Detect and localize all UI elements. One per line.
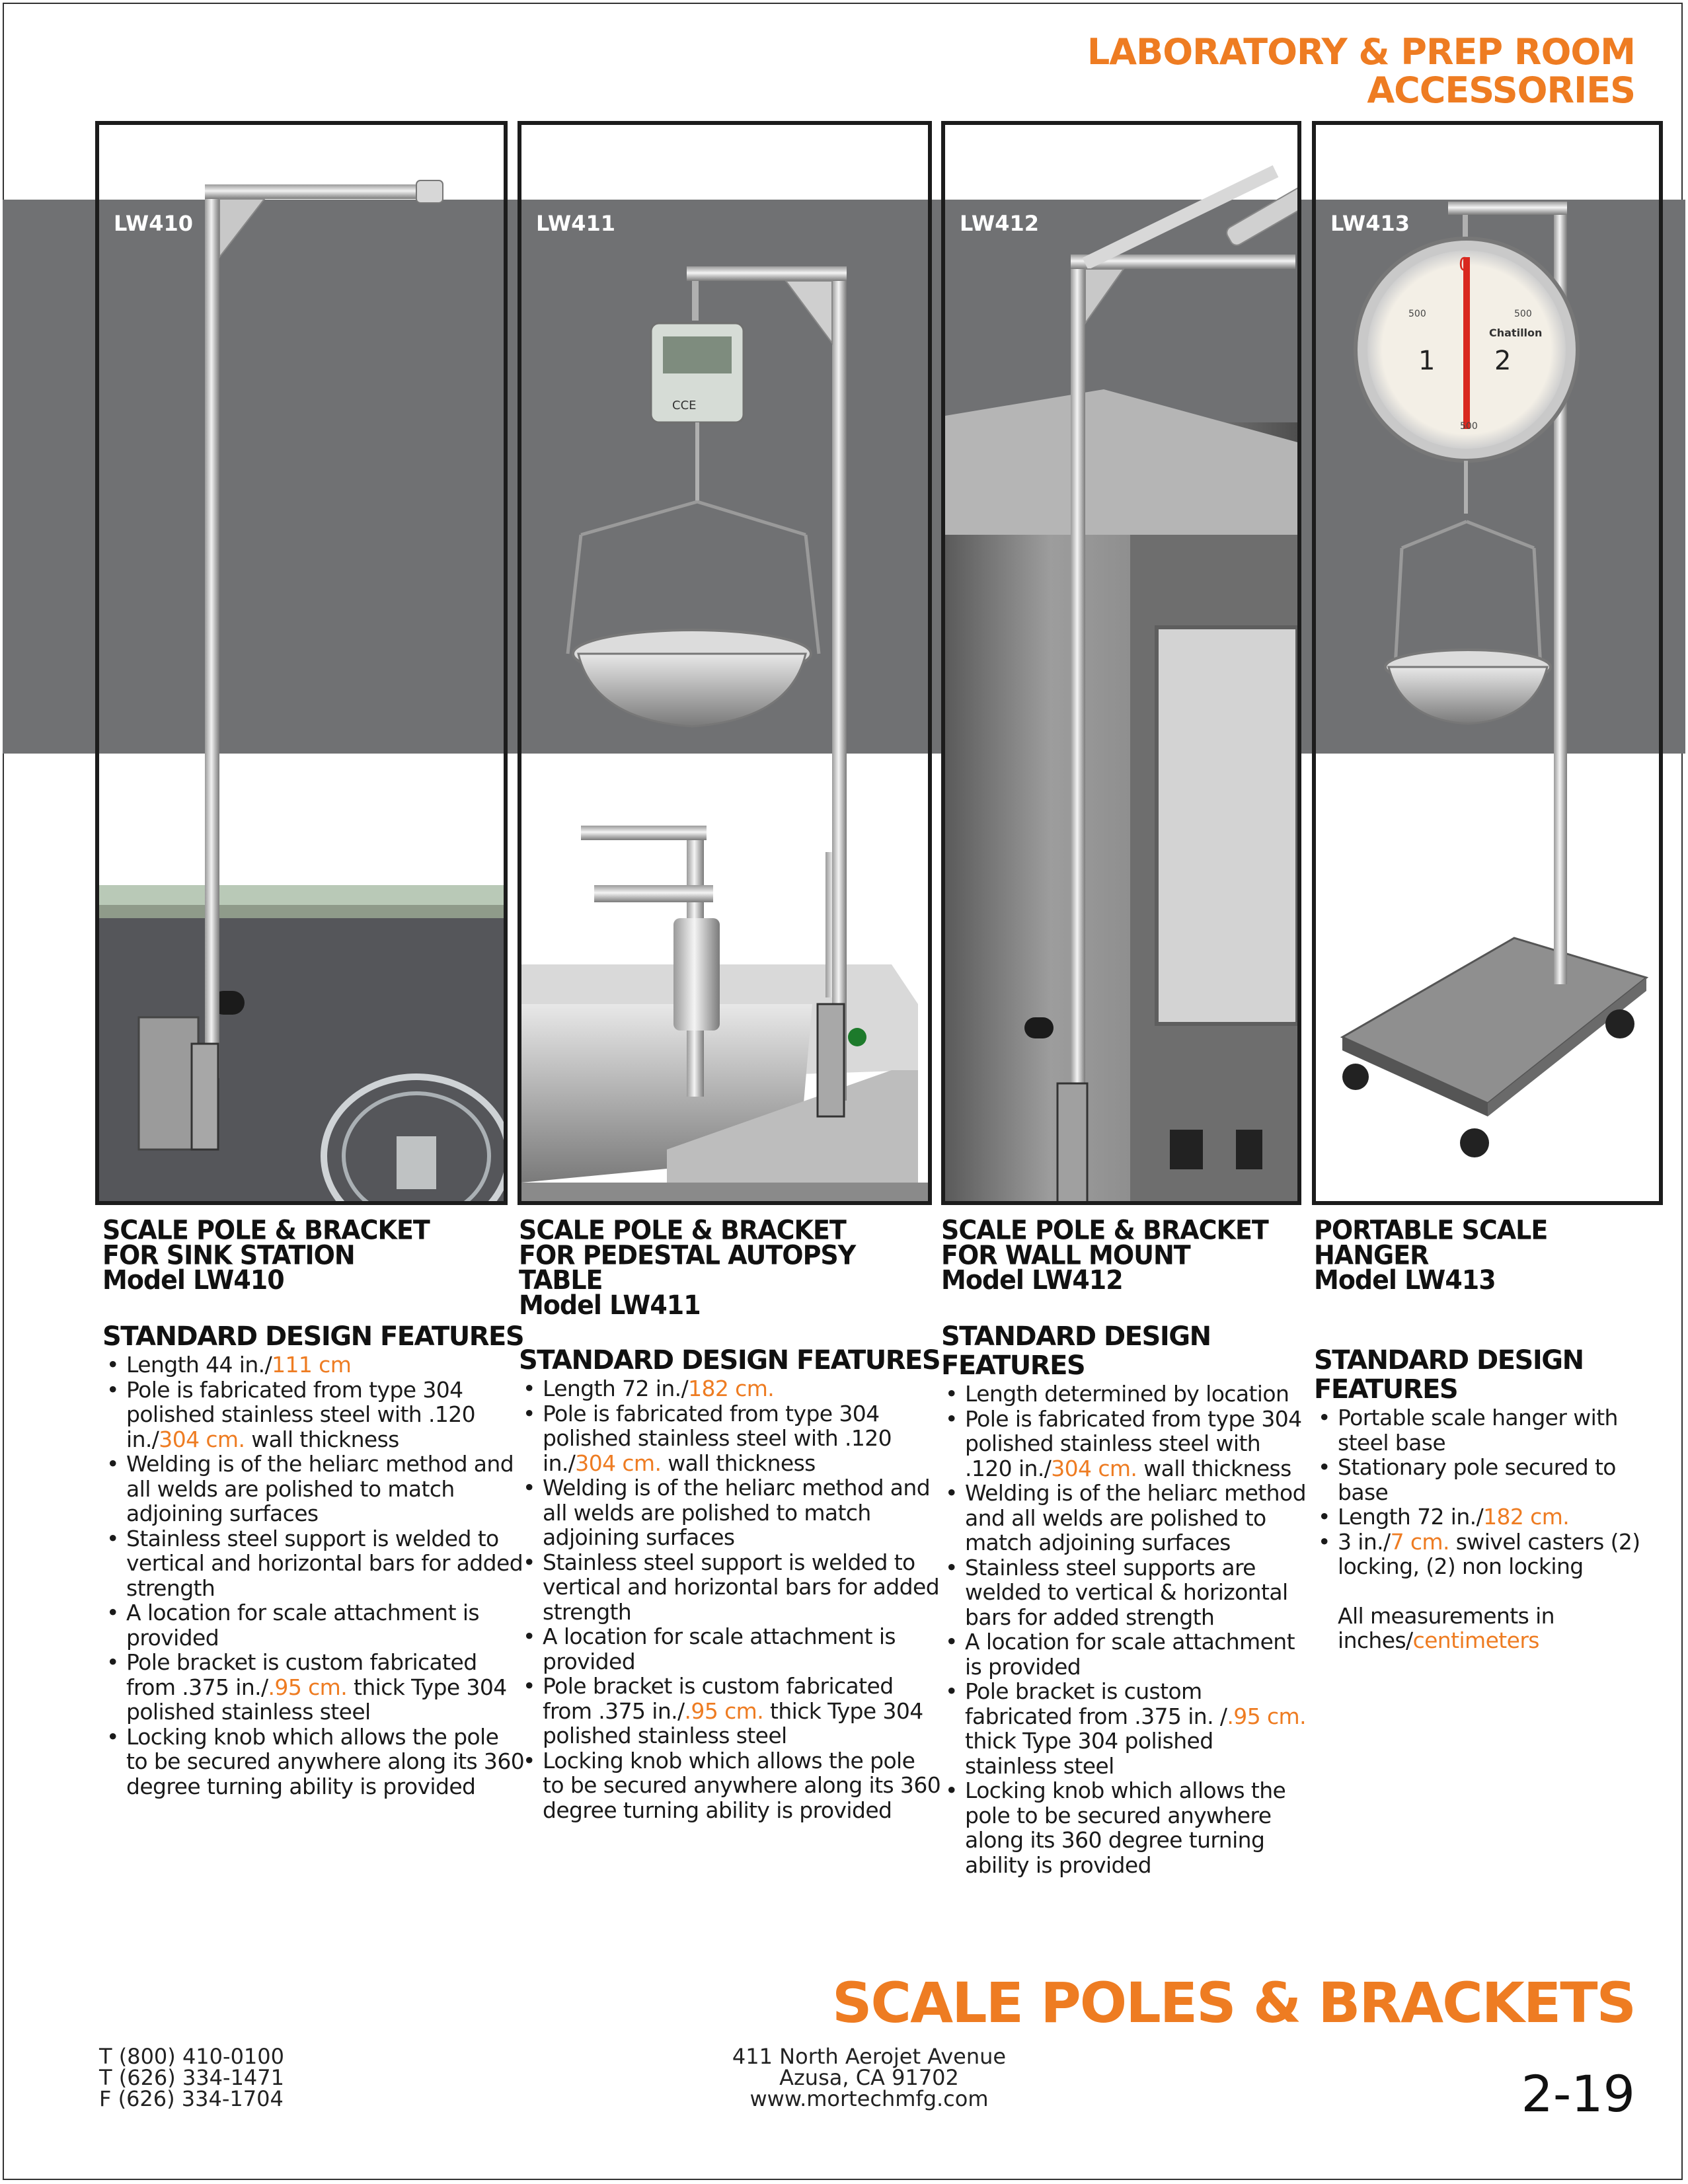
- digital-scale-label: CCE: [672, 399, 697, 412]
- product-column-lw412: [941, 1214, 1311, 1878]
- feature-list: [941, 1382, 1311, 1877]
- address-street: 411 North Aerojet Avenue: [732, 2044, 1007, 2069]
- dial-500-left: 500: [1408, 309, 1426, 319]
- title-line: Model LW410: [102, 1265, 284, 1296]
- feature-text: thick Type 304 polished stainless steel: [543, 1697, 923, 1748]
- dial-500-right: 500: [1514, 309, 1532, 319]
- metric-value: 182 cm.: [688, 1376, 775, 1401]
- feature-text: Pole is fabricated from type 304 polished stainless steel with .120 in./: [965, 1405, 1302, 1481]
- metric-value: .95 cm.: [1227, 1703, 1306, 1729]
- feature-text: Welding is of the heliarc method and all welds are polished to match adjoining surfaces: [126, 1451, 514, 1526]
- address-city: Azusa, CA 91702: [779, 2065, 959, 2090]
- title-line: Model LW413: [1314, 1265, 1496, 1296]
- contact-phones: [99, 2046, 284, 2109]
- feature-text: Locking knob which allows the pole to be secured anywhere along its 360 degree turning ability is provided: [126, 1723, 525, 1799]
- lw413-illustration: [1316, 125, 1659, 1201]
- feature-text: Length 44 in./: [126, 1352, 272, 1378]
- metric-value: 304 cm.: [1051, 1455, 1137, 1481]
- page-number: 2-19: [1521, 2064, 1635, 2123]
- feature-text: thick Type 304 polished stainless steel: [126, 1674, 507, 1725]
- feature-item: [941, 1679, 1311, 1778]
- product-column-lw411: [519, 1214, 942, 1823]
- feature-text: Locking knob which allows the pole to be secured anywhere along its 360 degree turning ability is provided: [965, 1777, 1286, 1878]
- dial-brand: Chatillon: [1489, 327, 1543, 339]
- lw411-illustration: [521, 125, 928, 1201]
- feature-text: Stainless steel support is welded to vertical and horizontal bars for added strength: [543, 1549, 940, 1625]
- phone-2: T (626) 334-1471: [99, 2065, 284, 2090]
- website-link[interactable]: www.mortechmfg.com: [749, 2086, 989, 2111]
- dial-two: 2: [1494, 346, 1512, 376]
- feature-item: [941, 1407, 1311, 1481]
- feature-item: [102, 1650, 525, 1725]
- feature-item: [102, 1526, 525, 1601]
- title-line: PORTABLE SCALE HANGER: [1314, 1214, 1548, 1270]
- dial-500-bottom: 500: [1460, 421, 1478, 432]
- product-title-lw412: [941, 1214, 1311, 1296]
- title-line: SCALE POLE & BRACKET: [941, 1214, 1268, 1245]
- lw410-illustration: [99, 125, 504, 1201]
- metric-value: .95 cm.: [684, 1697, 764, 1724]
- feature-item: [102, 1452, 525, 1526]
- feature-text: Pole bracket is custom fabricated from .375 in. /: [965, 1678, 1227, 1729]
- feature-item: [1314, 1455, 1664, 1504]
- feature-item: [941, 1382, 1311, 1407]
- feature-list: [519, 1376, 942, 1822]
- feature-text: A location for scale attachment is provided: [126, 1600, 480, 1651]
- product-photo-lw410: [95, 121, 508, 1205]
- feature-text: thick Type 304 polished stainless steel: [965, 1728, 1213, 1779]
- dial-zero: 0: [1459, 253, 1471, 275]
- feature-text: Stainless steel support is welded to vertical and horizontal bars for added strength: [126, 1525, 523, 1601]
- title-line: FOR PEDESTAL AUTOPSY TABLE: [519, 1239, 856, 1296]
- feature-item: [941, 1629, 1311, 1679]
- feature-text: wall thickness: [661, 1450, 816, 1476]
- title-line: FOR WALL MOUNT: [941, 1239, 1190, 1270]
- features-heading: STANDARD DESIGN FEATURES: [1314, 1345, 1584, 1405]
- feature-list: [102, 1352, 525, 1799]
- feature-item: [519, 1674, 942, 1748]
- feature-item: [519, 1475, 942, 1550]
- product-title-lw411: [519, 1214, 942, 1321]
- feature-text: Pole bracket is custom fabricated from .375 in./: [126, 1649, 477, 1700]
- model-tag-lw411: LW411: [536, 211, 615, 236]
- note-highlight: centimeters: [1412, 1627, 1539, 1653]
- metric-value: 182 cm.: [1483, 1504, 1570, 1530]
- feature-item: [941, 1555, 1311, 1630]
- feature-list: [1314, 1405, 1664, 1579]
- feature-text: Portable scale hanger with steel base: [1338, 1405, 1618, 1456]
- product-photo-lw413: [1312, 121, 1663, 1205]
- header-line-1: LABORATORY & PREP ROOM: [1087, 31, 1635, 73]
- title-line: FOR SINK STATION: [102, 1239, 355, 1270]
- feature-text: Welding is of the heliarc method and all welds are polished to match adjoining surfaces: [965, 1480, 1306, 1555]
- lw412-illustration: [945, 125, 1297, 1201]
- phone-1: T (800) 410-0100: [99, 2044, 284, 2069]
- feature-text: 3 in./: [1338, 1528, 1391, 1555]
- feature-item: [519, 1748, 942, 1823]
- features-heading: STANDARD DESIGN FEATURES: [102, 1321, 524, 1352]
- feature-item: [519, 1401, 942, 1476]
- measurement-note: [1314, 1604, 1664, 1653]
- feature-item: [519, 1376, 942, 1401]
- feature-text: Length 72 in./: [1338, 1504, 1484, 1530]
- dial-one: 1: [1418, 346, 1436, 376]
- contact-address: [661, 2046, 1077, 2109]
- features-heading: STANDARD DESIGN FEATURES: [519, 1345, 940, 1376]
- feature-item: [519, 1550, 942, 1625]
- model-tag-lw413: LW413: [1330, 211, 1410, 236]
- feature-text: Stationary pole secured to base: [1338, 1454, 1616, 1505]
- feature-item: [102, 1378, 525, 1452]
- feature-text: Length determined by location: [965, 1381, 1289, 1407]
- product-photo-lw412: [941, 121, 1301, 1205]
- feature-text: wall thickness: [1137, 1455, 1291, 1481]
- title-line: SCALE POLE & BRACKET: [102, 1214, 430, 1245]
- product-column-lw410: [102, 1214, 525, 1799]
- product-title-lw413: [1314, 1214, 1664, 1296]
- fax: F (626) 334-1704: [99, 2086, 284, 2111]
- feature-item: [1314, 1530, 1664, 1579]
- feature-item: [102, 1725, 525, 1799]
- feature-item: [1314, 1504, 1664, 1530]
- metric-value: 111 cm: [272, 1352, 352, 1378]
- product-photo-lw411: [518, 121, 932, 1205]
- feature-text: wall thickness: [245, 1426, 399, 1452]
- feature-text: Locking knob which allows the pole to be secured anywhere along its 360 degree turning ability is provided: [543, 1747, 941, 1823]
- feature-item: [1314, 1405, 1664, 1455]
- feature-text: Pole is fabricated from type 304 polished stainless steel with .120 in./: [126, 1376, 476, 1452]
- metric-value: .95 cm.: [268, 1674, 348, 1700]
- feature-text: Pole is fabricated from type 304 polished stainless steel with .120 in./: [543, 1400, 892, 1476]
- feature-item: [941, 1778, 1311, 1877]
- feature-item: [941, 1481, 1311, 1555]
- title-line: Model LW412: [941, 1265, 1123, 1296]
- feature-text: A location for scale attachment is provided: [965, 1629, 1295, 1680]
- metric-value: 304 cm.: [575, 1450, 662, 1476]
- metric-value: 7 cm.: [1390, 1528, 1449, 1555]
- section-title: SCALE POLES & BRACKETS: [831, 1970, 1635, 2035]
- product-title-lw410: [102, 1214, 525, 1296]
- feature-text: Pole bracket is custom fabricated from .375 in./: [543, 1673, 894, 1724]
- feature-item: [102, 1352, 525, 1378]
- features-heading: STANDARD DESIGN FEATURES: [941, 1321, 1211, 1381]
- feature-text: Welding is of the heliarc method and all welds are polished to match adjoining surfaces: [543, 1475, 931, 1550]
- feature-item: [519, 1624, 942, 1674]
- metric-value: 304 cm.: [159, 1426, 245, 1452]
- feature-text: swivel casters (2) locking, (2) non locking: [1338, 1528, 1640, 1579]
- feature-text: Length 72 in./: [543, 1376, 689, 1401]
- header-title: [1087, 33, 1635, 110]
- model-tag-lw412: LW412: [960, 211, 1039, 236]
- feature-item: [102, 1600, 525, 1650]
- header-line-2: ACCESSORIES: [1367, 69, 1635, 111]
- title-line: SCALE POLE & BRACKET: [519, 1214, 846, 1245]
- note-prefix: All measurements in inches/: [1338, 1602, 1554, 1653]
- product-column-lw413: [1314, 1214, 1664, 1653]
- model-tag-lw410: LW410: [114, 211, 193, 236]
- feature-text: Stainless steel supports are welded to vertical & horizontal bars for added strength: [965, 1554, 1288, 1630]
- title-line: Model LW411: [519, 1290, 701, 1321]
- feature-text: A location for scale attachment is provided: [543, 1623, 896, 1674]
